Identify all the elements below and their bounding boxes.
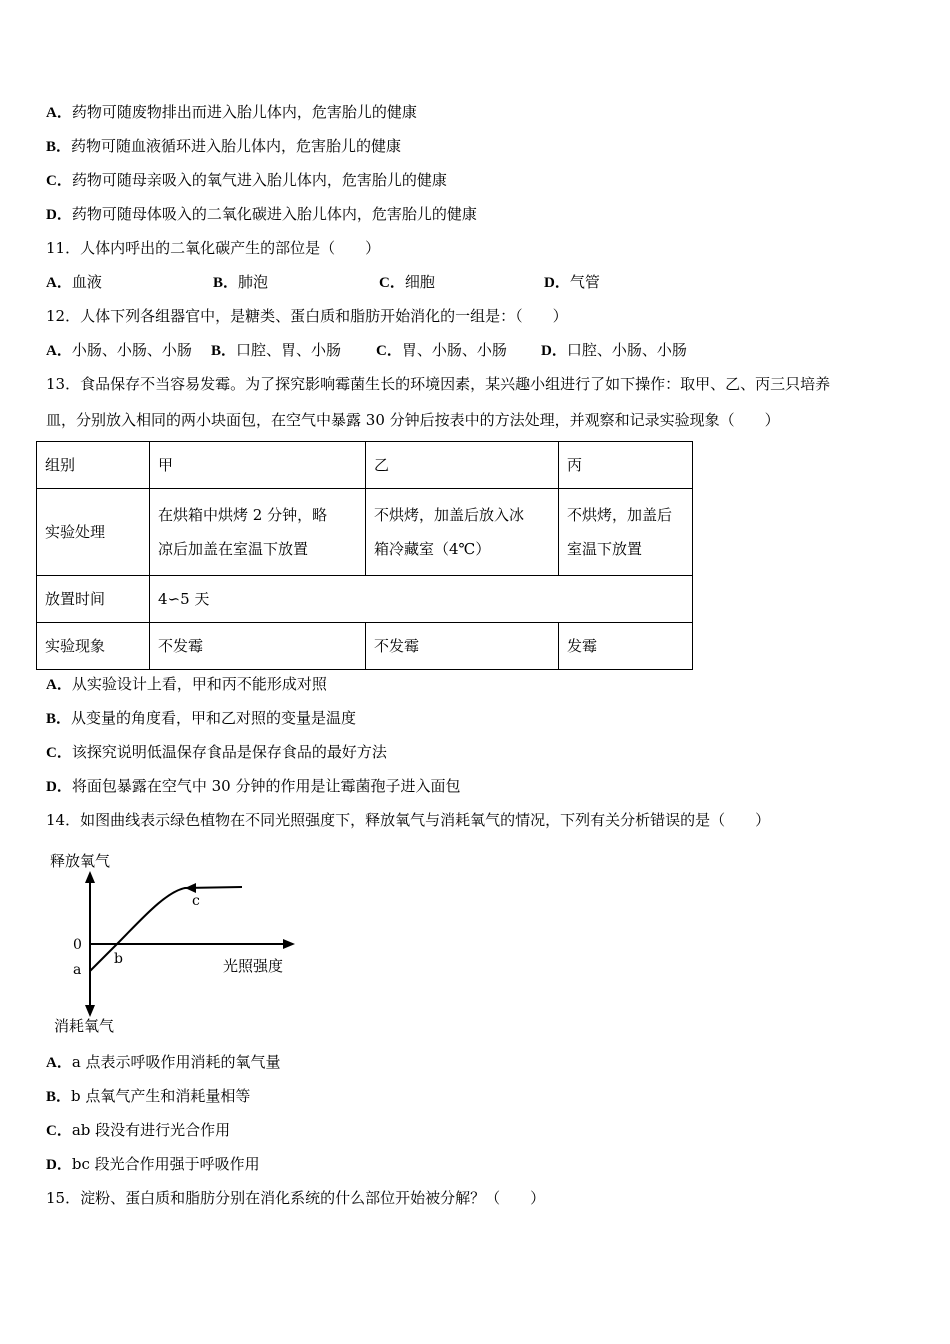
cell-result-bing: 发霉 [559, 623, 693, 670]
q14-option-b: B．b 点氧气产生和消耗量相等 [46, 1087, 251, 1105]
y-axis-arrow-down [85, 1005, 95, 1017]
table-row-header [37, 442, 693, 489]
q13-option-b: B．从变量的角度看，甲和乙对照的变量是温度 [46, 709, 357, 727]
y-axis-top-label: 释放氧气 [50, 852, 111, 870]
q10-option-c: C．药物可随母亲吸入的氧气进入胎儿体内，危害胎儿的健康 [46, 171, 447, 189]
q12-option-b: B．口腔、胃、小肠 [211, 341, 342, 359]
q13-stem-line1: 13．食品保存不当容易发霉。为了探究影响霉菌生长的环境因素，某兴趣小组进行了如下操作：取甲、乙、丙三只培养 [46, 375, 831, 393]
cell-group-label: 组别 [37, 442, 150, 489]
origin-label: 0 [73, 937, 82, 953]
q10-option-a: A．药物可随废物排出而进入胎儿体内，危害胎儿的健康 [46, 103, 417, 121]
point-a-label: a [73, 962, 82, 978]
table-row-result [37, 623, 693, 670]
cell-result-label: 实验现象 [37, 623, 150, 670]
q10-option-d: D．药物可随母体吸入的二氧化碳进入胎儿体内，危害胎儿的健康 [46, 205, 477, 223]
experiment-table [36, 441, 693, 670]
q14-stem: 14．如图曲线表示绿色植物在不同光照强度下，释放氧气与消耗氧气的情况，下列有关分析错误的是（ ） [46, 811, 771, 829]
q11-stem: 11．人体内呼出的二氧化碳产生的部位是（ ） [46, 239, 381, 257]
cell-time-label: 放置时间 [37, 576, 150, 623]
table-row-time [37, 576, 693, 623]
curve-arrow [185, 883, 196, 893]
q12-stem: 12．人体下列各组器官中，是糖类、蛋白质和脂肪开始消化的一组是：（ ） [46, 307, 568, 325]
q12-options [46, 340, 687, 361]
q14-option-c: C．ab 段没有进行光合作用 [46, 1121, 231, 1139]
q11-option-b: B．肺泡 [213, 273, 269, 291]
q11-options [46, 272, 600, 293]
y-axis-arrow-up [85, 871, 95, 883]
q10-option-b: B．药物可随血液循环进入胎儿体内，危害胎儿的健康 [46, 137, 402, 155]
q12-option-a: A．小肠、小肠、小肠 [46, 341, 192, 359]
q13-option-c: C．该探究说明低温保存食品是保存食品的最好方法 [46, 743, 387, 761]
q14-option-d: D．bc 段光合作用强于呼吸作用 [46, 1155, 260, 1173]
q13-option-d: D．将面包暴露在空气中 30 分钟的作用是让霉菌孢子进入面包 [46, 777, 461, 795]
point-b-label: b [114, 951, 123, 967]
q12-option-c: C．胃、小肠、小肠 [376, 341, 507, 359]
cell-header-jia: 甲 [150, 442, 366, 489]
oxygen-curve [90, 887, 242, 971]
y-axis-bottom-label: 消耗氧气 [54, 1017, 115, 1035]
cell-result-jia: 不发霉 [150, 623, 366, 670]
q11-option-a: A．血液 [46, 273, 102, 291]
cell-treatment-label: 实验处理 [37, 489, 150, 576]
q11-option-d: D．气管 [544, 273, 600, 291]
q13-option-a: A．从实验设计上看，甲和丙不能形成对照 [46, 675, 327, 693]
x-axis-arrow [283, 939, 295, 949]
x-axis-label: 光照强度 [223, 957, 284, 975]
q15-stem: 15．淀粉、蛋白质和脂肪分别在消化系统的什么部位开始被分解？（ ） [46, 1189, 546, 1207]
cell-result-yi: 不发霉 [366, 623, 559, 670]
q12-option-d: D．口腔、小肠、小肠 [541, 341, 687, 359]
point-c-label: c [192, 893, 200, 909]
q11-option-c: C．细胞 [379, 273, 435, 291]
cell-time-value: 4∽5 天 [150, 576, 693, 623]
cell-header-bing: 丙 [559, 442, 693, 489]
cell-treatment-jia: 在烘箱中烘烤 2 分钟，略 凉后加盖在室温下放置 [150, 489, 366, 576]
cell-treatment-bing: 不烘烤，加盖后 室温下放置 [559, 489, 693, 576]
cell-treatment-yi: 不烘烤，加盖后放入冰 箱冷藏室（4℃） [366, 489, 559, 576]
oxygen-light-graph [40, 845, 310, 1040]
table-row-treatment [37, 489, 693, 576]
q14-option-a: A．a 点表示呼吸作用消耗的氧气量 [46, 1053, 281, 1071]
cell-header-yi: 乙 [366, 442, 559, 489]
q13-stem-line2: 皿，分别放入相同的两小块面包，在空气中暴露 30 分钟后按表中的方法处理，并观察和记录实验现象（ ） [46, 411, 780, 429]
